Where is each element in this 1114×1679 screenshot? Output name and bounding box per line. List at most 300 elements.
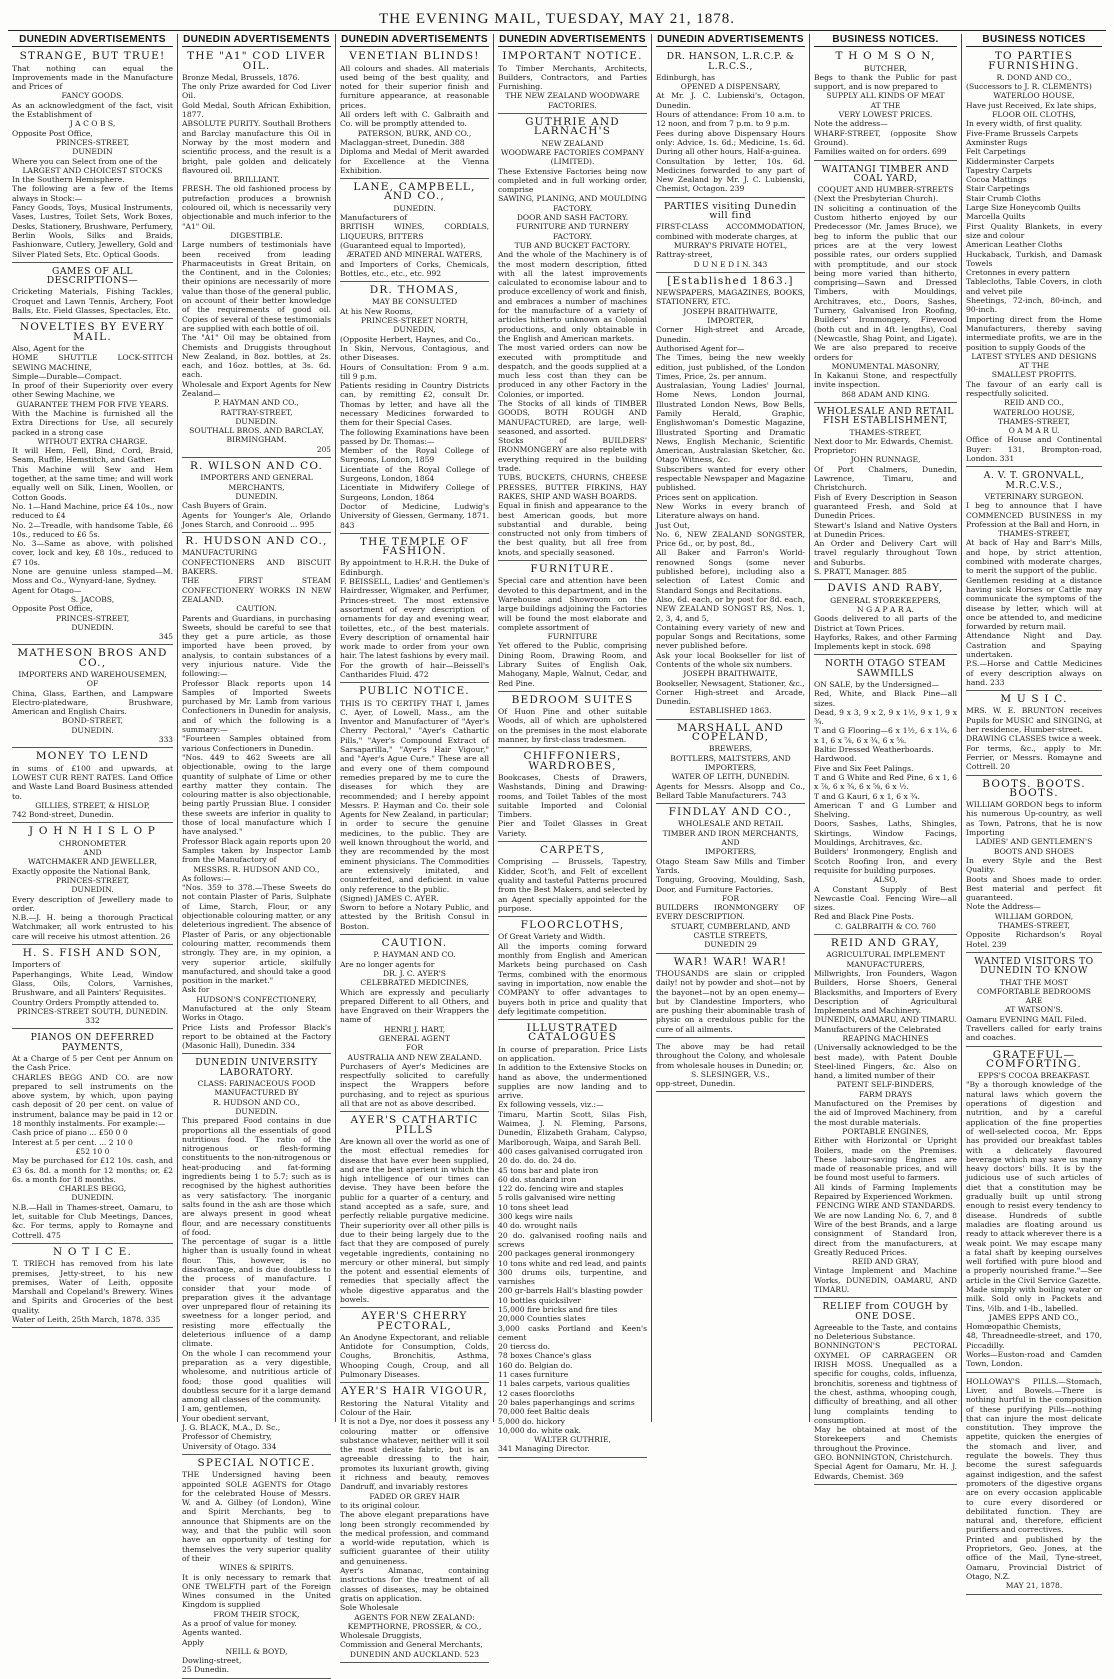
ad-line: FENCING WIRE AND STANDARDS. xyxy=(815,1201,956,1211)
ad-line: R. HUDSON AND CO., xyxy=(212,1097,301,1107)
ad-line: Made simply with boiling water or milk. Sold only in Packets and Tins, ½lb. and 1-lb., labelled. xyxy=(966,1285,1102,1313)
ad-line: HENRI J. HART, xyxy=(383,1024,446,1034)
ad-line: 341 Managing Director. xyxy=(498,1444,590,1454)
ad-line: In every width, of first quality. xyxy=(966,119,1083,129)
ad-line: THAT THE MOST xyxy=(999,977,1069,987)
ad-line: HOLLOWAY'S PILLS.—Stomach, Liver, and Bowels.—There is nothing hurtful in the composition of these purifying Pills—nothing that can injure the most delicate constitution. They improve the appetite, quicken the energies of the stomach and liver, and regulate the bowels. They thus become the surest safeguards against indigestion, and the safest promoters of the digestive organs are on every occasion applicable to cure every disordered or debilitated function. They are natural and, therefore, efficient purifiers and correctives. xyxy=(966,1376,1102,1535)
ad-line: 60 do. standard iron xyxy=(498,1174,577,1184)
ad-line: Commission and General Merchants, xyxy=(340,1640,483,1650)
ad-line: "Fourteen Samples obtained from various Confectioners in Dunedin. xyxy=(182,734,331,753)
advertisement xyxy=(182,460,331,533)
ad-line: and Importers of Corks, Chemicals, Bottles, etc., etc., etc. 992 xyxy=(340,259,489,278)
ad-title: DUNEDIN UNIVERSITY LABORATORY. xyxy=(195,1057,318,1078)
ad-line: FLOOR OIL CLOTHS, xyxy=(992,110,1076,120)
ad-line: FRESH. The old fashioned process by putrefaction produces a brownish coloured oil, which is necessarily very objectionable and much inferior to the "A1" Oil. xyxy=(182,184,331,231)
ad-line: No. 6, NEW ZEALAND SONGSTER, Price 6d., or, by post, 8d., xyxy=(656,529,805,549)
ad-line: DUNEDIN 29 xyxy=(704,940,757,950)
ad-title: SPECIAL NOTICE. xyxy=(197,1456,316,1469)
advertisement xyxy=(340,536,489,683)
ad-line: Tablecloths, Table Covers, in cloth and velvet pile xyxy=(966,277,1102,296)
ad-line: D U N E D I N. 343 xyxy=(693,259,768,269)
ad-line: DUNEDIN xyxy=(72,147,113,157)
ad-line: DUNEDIN. xyxy=(393,203,436,213)
ad-line: THIS IS TO CERTIFY THAT I, James C. Ayer, of Lowell, Mass., am the Inventor and Manufacturer of "Ayer's Cherry Pectoral," "Ayer's Cathartic Pills," "Ayer's Compound Extract of Sarsaparilla," "Ayer's Hair Vigour," and "Ayer's Ague Cure." These are all and every one of them compound remedies prepared by me to cure the diseases for which they are recommended; and I hereby appoint Messrs. P. Hayman and Co. their sole Agents for New Zealand, in particular; in order to secure the genuine medicines, to the public. They are well known throughout the world, and they are recommended by the most eminent physicians. The Commodities are extensively imitated, and counterfeited, and deficient in value only reference to the public. xyxy=(340,698,489,894)
ad-line: WATERLOO HOUSE, xyxy=(993,91,1075,101)
ad-line: An Anodyne Expectorant, and reliable Antidote for Consumption, Colds, Coughs, Bronchitis, Asthma, Whooping Cough, Croup, and all Pulmonary Diseases. xyxy=(340,1332,489,1380)
advertisement xyxy=(12,647,173,748)
ad-line: FOR xyxy=(721,893,740,903)
ad-title: IMPORTANT NOTICE. xyxy=(502,50,643,63)
ad-title: CARPETS, xyxy=(539,844,605,857)
ad-line: IMPORTER, xyxy=(707,316,754,326)
ad-title: ILLUSTRATED CATALOGUES xyxy=(526,1022,619,1044)
ad-line: Huckaback, Turkish, and Damask Towels xyxy=(966,249,1102,268)
ad-line: All kinds of Farming Implements Repaired by Experienced Workmen. xyxy=(814,1182,957,1202)
ad-line: J A C O B S, xyxy=(69,119,116,129)
ad-line: At back of Hay and Barr's Mills, and hope, by strict attention, combined with moderate charges, to merit the support of the public. xyxy=(966,538,1102,576)
ad-line: WILLIAM GORDON, xyxy=(994,911,1074,921)
ad-line: Next door to Mr. Edwards, Chemist. xyxy=(814,436,954,446)
ad-title: CHIFFONIERS, WARDROBES, xyxy=(523,750,622,772)
ad-line: SOUTHALL BROS. AND BARCLAY, BIRMINGHAM. xyxy=(189,426,324,445)
ad-line: No. 2—Treadle, with handsome Table, £6 10s., reduced to £6 5s. xyxy=(12,520,173,539)
ad-title: MONEY TO LEND xyxy=(35,750,150,763)
ad-line: Travellers called for early trains and coaches. xyxy=(966,1023,1102,1043)
ad-line: THAMES-STREET, xyxy=(998,921,1070,931)
ad-line: Simple—Durable—Compact. xyxy=(12,371,122,381)
ad-line: ARE xyxy=(1025,996,1043,1006)
ad-line: DUNEDIN. xyxy=(71,622,114,632)
ad-line: For terms, &c., apply to Mr. Ferrier, or Messrs. Romayne and Cottrell. 20 xyxy=(966,743,1102,772)
ad-line: Red and Black Pine Posts. xyxy=(814,912,914,922)
ad-line: In the Southern Hemisphere. xyxy=(12,175,125,185)
ad-line: Large numbers of testimonials have been received from leading Pharmaceutists in Great Britain, on the Continent, and in the Colonies; their opinions are necessarily of more value than those of the general public, on account of their better knowledge of the requirements of good oil. Copies of several of these testimonials are supplied with each bottle of oil. xyxy=(182,240,331,333)
ad-line: WATERLOO HOUSE, xyxy=(993,407,1075,417)
ad-line: PATENT SELF-BINDERS, xyxy=(836,1080,935,1090)
ad-line: CHARLES BEGG, xyxy=(58,1184,127,1194)
ad-line: ALSO, xyxy=(873,875,898,885)
column-header: BUSINESS NOTICES xyxy=(966,34,1102,47)
ad-line: Gentlemen residing at a distance having sick Horses or Cattle may communicate the symptoms of the disease by letter, which will at once be attended to, and medicine forwarded by return mail. xyxy=(966,575,1102,632)
ad-line: (LIMITED). xyxy=(550,157,595,167)
ad-title: WHOLESALE AND RETAIL FISH ESTABLISHMENT, xyxy=(816,405,955,427)
ad-line: DIGESTIBLE. xyxy=(230,230,283,240)
ad-title: PARTIES visiting Dunedin will find xyxy=(664,200,797,222)
ad-line: DUNEDIN. xyxy=(235,416,278,426)
ad-title: J O H N H I S L O P xyxy=(28,825,157,838)
ad-title: A. V. T. GRONVALL, M.R.C.V.S., xyxy=(983,470,1085,491)
ad-line: DOOR AND SASH FACTORY. xyxy=(516,213,629,223)
advertisement xyxy=(656,722,805,804)
ad-line: JOSEPH BRAITHWAITE, xyxy=(683,669,778,679)
ad-line: LATEST STYLES AND DESIGNS AT THE xyxy=(971,351,1097,371)
ad-line: A Constant Supply of Best Newcastle Coal. Fencing Wire—all sizes. xyxy=(814,884,957,913)
column-header: DUNEDIN ADVERTISEMENTS xyxy=(182,34,331,47)
ad-line: PRINCES-STREET, xyxy=(55,613,130,623)
ad-line: (Next the Presbyterian Church). xyxy=(814,194,939,204)
ad-line: It is not a Dye, nor does it possess any colouring matter or offensive substance whatever, neither will it soil the most delicate fabric, but is an agreeable dressing to the hair, promotes its luxuriant growth, giving it richness and beauty, removes Dandruff, and invariably restores xyxy=(340,1417,489,1492)
ad-title: WAR! WAR! WAR! xyxy=(673,955,788,968)
ad-line: Bookseller, Newsagent, Stationer, &c., xyxy=(656,678,805,688)
ad-line: (Opposite Herbert, Haynes, and Co., xyxy=(340,334,481,344)
ad-line: Sheetings, 72-inch, 80-inch, and 90-inch. xyxy=(966,296,1102,315)
ad-line: Special Agent for Oamaru, Mr. H. J. Edwards, Chemist. 369 xyxy=(814,1462,957,1481)
ad-line: MANUFACTURING CONFECTIONERS AND BISCUIT BAKERS. xyxy=(182,548,331,577)
ad-number: 345 xyxy=(158,632,173,642)
ad-title: BEDROOM SUITES xyxy=(511,693,634,706)
ad-line: Stair Carpetings xyxy=(966,184,1030,194)
ad-line: N G A P A R A. xyxy=(857,604,914,614)
ad-line: Goods delivered to all parts of the District at Town Prices. xyxy=(814,614,957,633)
ad-line: On the whole I can recommend your preparation as a very digestible, wholesome, and nutritious article of food; those good qualities will doubtless secure for it a large demand among all classes of the community. xyxy=(182,1348,331,1405)
ad-line: BRILLIANT. xyxy=(233,175,280,185)
ad-line: Also, Agent for the xyxy=(12,343,85,353)
ad-line: 868 ADAM AND KING. xyxy=(841,389,930,399)
ad-line: The favour of an early call is respectfully solicited. xyxy=(966,379,1102,398)
ad-line: REID AND GRAY, xyxy=(852,1257,919,1267)
ad-title: FLOORCLOTHS, xyxy=(520,919,625,932)
ad-line: AGRICULTURAL IMPLEMENT MANUFACTURERS, xyxy=(826,950,945,969)
ad-line: DUNEDIN. xyxy=(71,1193,114,1203)
ad-line: Millwrights, Iron Founders, Wagon Builders, Horse Shoers, General Blacksmiths, and Importers of Every Description of Agricultural Implements and Machinery. xyxy=(814,968,957,1016)
ad-title: PUBLIC NOTICE. xyxy=(359,685,470,698)
ad-line: Restoring the Natural Vitality and Colour of the Hair. xyxy=(340,1398,489,1417)
advertisement xyxy=(814,405,957,580)
ad-line: 400 cases galvanised corrugated iron xyxy=(498,1146,643,1156)
ad-line: Patients residing in Country Districts can, by remitting £2, consult Dr. Thomas by letter, and have all the necessary Medicines forwarded to them for their Special Cases. xyxy=(340,381,489,428)
ad-line: Vintage Implement and Machine Works, DUNEDIN, OAMARU, AND TIMARU. xyxy=(814,1266,957,1294)
advertisement xyxy=(12,50,173,263)
ad-line: All Baker and Farron's World-renowned Songs (some never published before), including also a selection of Latest Comic and Standard Songs and Recitations. xyxy=(656,548,805,595)
ad-line: Of Huon Pine and other suitable Woods, all of which are upholstered on the premises in the most elaborate manner, by first-class tradesmen. xyxy=(498,707,647,745)
ad-line: Either with Horizontal or Upright Boilers, made on the Premises. These labour-saving Engines are made of reasonable prices, and will be found most useful to farmers. xyxy=(814,1136,957,1183)
ad-line: All colours and shades. All materials used being of the best quality, and noted for their superior finish and furniture appearance, at reasonable prices. xyxy=(340,63,489,110)
ad-line: MAY BE CONSULTED xyxy=(371,297,458,307)
ad-line: MAY 21, 1878. xyxy=(1005,1581,1063,1591)
ad-line: Cricketing Materials, Fishing Tackles, Croquet and Lawn Tennis, Archery, Foot Balls, Etc. Field Glasses, Spectacles, Etc. xyxy=(12,287,173,316)
ad-line: NEWSPAPERS, MAGAZINES, BOOKS, STATIONERY, ETC. xyxy=(656,288,805,307)
ad-line: Exactly opposite the National Bank, xyxy=(12,866,151,876)
ad-line: By appointment to H.R.H. the Duke of Edinburgh. xyxy=(340,558,489,577)
ad-line: GENERAL STOREKEEPERS, xyxy=(830,595,941,605)
ad-line: WALTER GUTHRIE, xyxy=(534,1435,611,1445)
ad-line: FANCY GOODS. xyxy=(61,91,124,101)
ad-line: 10 bottles quicksilver xyxy=(498,1295,582,1305)
ad-line: BOND-STREET, xyxy=(62,716,123,726)
ad-line: JOHN RUNNAGE, xyxy=(850,455,921,465)
ad-line: The above elegant preparations have long been strongly recommended by the medical profession, and command a world-wide reputation, which is sufficient guarantee of their utility and genuineness. xyxy=(340,1510,489,1566)
ad-line: Fancy Goods, Toys, Musical Instruments, Vases, Lustres, Toilet Sets, Work Boxes, Desks, Stationery, Brushware, Perfumery, Berlin Wools, Silks and Braids, Fashionware, Cutlery, Jewellery, Gold and Silver Plated Sets, Etc. Optical Goods. xyxy=(12,203,173,259)
ad-line: FROM THEIR STOCK, xyxy=(213,1609,300,1619)
ad-line: Purchasers of Ayer's Medicines are respectfully solicited to carefully inspect the Wrappers before purchasing, and to reject as spurious all that are not as above described. xyxy=(340,1061,489,1109)
ad-line: WHARF-STREET, (opposite Show Ground). xyxy=(814,128,957,147)
ad-line: PATERSON, BURK, AND CO., xyxy=(357,128,472,138)
ad-line: It is only necessary to remark that ONE TWELFTH part of the Foreign Wines consumed in the United Kingdom is supplied xyxy=(182,1572,331,1610)
ad-line: GILLIES, STREET, & HISLOP, xyxy=(35,800,150,810)
ad-line: DUNEDIN, OAMARU, AND TIMARU. xyxy=(814,1015,957,1025)
ad-title: T H O M S O N, xyxy=(835,50,936,63)
ad-line: Manufactured on the Premises by the aid of Improved Machinery, from the most durable materials. xyxy=(814,1099,957,1127)
ad-title: M U S I C. xyxy=(1000,693,1068,706)
column-header: DUNEDIN ADVERTISEMENTS xyxy=(12,34,173,47)
ad-line: Professor Black reports upon 14 Samples of Imported Sweets purchased by Mr. Lamb from various Confectioners in Dunedin for analysis, and of which the following is a summary:— xyxy=(182,678,331,735)
ad-line: With the Machine is furnished all the Extra Directions for Use, all securely packed in a strong case xyxy=(12,408,173,437)
ad-line: S. SLESINGER, V.S., xyxy=(691,1069,770,1079)
ad-line: May be purchased for £12 10s. cash, and £3 6s. 8d. a month for 12 months; or, £2 6s. a month for 18 months. xyxy=(12,1156,173,1184)
ad-title: DAVIS AND RABY, xyxy=(827,582,944,595)
ad-line: "Nos. 359 to 378.—These Sweets do not contain Plaster of Paris, Sulphate of Lime, Starch, Flour, or any objectionable colouring matter, or any deleterious ingredient. The absence of Plaster of Paris, or any objectionable colouring matter, recommends them strongly. They are, in my opinion, a very superior article, skilfully manufactured, and should take a good position in the market." xyxy=(182,883,331,986)
ad-line: Australasian, Young Ladies' Journal, Home News, London Journal, Illustrated London News, Bow Bells, Family Herald, Graphic, Englishwoman's Domestic Magazine, Illustrated Sporting and Dramatic News, English Mechanic, Scientific American, Australasian Sketcher, &c. Otago Witness, &c. xyxy=(656,381,805,465)
ad-line: REAPING MACHINES xyxy=(842,1033,929,1043)
advertisement xyxy=(340,284,489,534)
ad-line: DUNEDIN. xyxy=(235,1106,278,1116)
ad-line: Marcella Quilts xyxy=(966,212,1026,222)
ad-line: Corner High-street and Arcade, Dunedin. xyxy=(656,325,805,344)
ad-line: Kidderminster Carpets xyxy=(966,156,1055,166)
advertisement xyxy=(340,1310,489,1383)
advertisement xyxy=(498,116,647,561)
ad-line: AT WATSON'S. xyxy=(1005,1005,1063,1015)
ad-title: PIANOS ON DEFERRED PAYMENTS, xyxy=(30,1032,155,1053)
ad-line: None are genuine unless stamped—M. Moss and Co., Wynyard-lane, Sydney. xyxy=(12,567,173,586)
ad-line: GEO. BONNINGTON, Christchurch. xyxy=(814,1453,953,1463)
ad-line: CHARLES BEGG AND CO. are now prepared to sell instruments on the above system, by which, upon paying cash deposit of 20 per cent. on value of instrument, balance may be paid in 12 or 18 monthly instalments. For example:— xyxy=(12,1072,173,1129)
ad-line: In Skin, Nervous, Contagious, and other Diseases. xyxy=(340,343,489,363)
ad-line: Maclaggan-street, Dunedin. 388 xyxy=(340,137,465,147)
ad-line: NEW ZEALAND xyxy=(541,138,604,148)
ad-line: Apply xyxy=(182,1637,204,1647)
ad-line: "By a thorough knowledge of the natural laws which govern the operations of digestion and nutrition, and by a careful application of the fine properties of well-selected cocoa, Mr. Epps has provided our breakfast tables with a delicately flavoured beverage which may save us many heavy doctors' bills. It is by the judicious use of such articles of diet that a constitution may be gradually built up until strong enough to resist every tendency to disease. Hundreds of subtle maladies are floating around us ready to attack wherever there is a weak point. We may escape many a fatal shaft by keeping ourselves well fortified with pure blood and a properly nourished frame."—See article in the Civil Service Gazette. xyxy=(966,1080,1102,1285)
ad-line: Equal in finish and appearance to the best American goods, but more substantial and durable, being constructed not only from timbers of the best quality, but all free from knots, and specially seasoned. xyxy=(498,501,647,557)
ad-line: The "A1" Oil may be obtained from Chemists and Druggists throughout New Zealand, in 8oz. bottles, at 2s. each, and 16oz. bottles, at 3s. 6d. each. xyxy=(182,333,331,380)
ad-line: Member of the Royal College of Surgeons, London, 1859 xyxy=(340,446,489,465)
ad-line: Consultation by letter, 10s. 6d. Medicines forwarded to any part of New Zealand by Mr. J. C. Lubienski, Chemist, Octagon. 239 xyxy=(656,156,805,194)
ad-line: TUB AND BUCKET FACTORY. xyxy=(514,240,631,250)
ad-line: Gold Medal, South African Exhibition, 1877. xyxy=(182,100,331,120)
ad-line: IN soliciting a continuation of the Custom hitherto enjoyed by our Predecessor (Mr. James Bruce), we beg to inform the public that our prices are at the very lowest possible rates, our orders supplied with promptitude, and our stock being more varied than hitherto, comprising—Sawn and Dressed Timbers, with Mouldings, Architraves, etc., Doors, Sashes, Turnery, Galvanised Iron Roofing, Builders' Ironmongery, Firewood (both cut and in 4ft. lengths), Coal (Newcastle, Shag Point, and Ligate). We are also prepared to receive orders for xyxy=(814,203,957,362)
ad-line: 11 cases furniture xyxy=(498,1370,569,1380)
ad-line: Hours of Consultation: From 9 a.m. till 9 p.m. xyxy=(340,362,489,381)
advertisement xyxy=(814,937,957,1298)
columns xyxy=(8,34,1106,1675)
ad-line: P.S.—Horse and Cattle Medicines of every description always on hand. 233 xyxy=(966,659,1102,687)
ad-line: All the imports coming forward monthly from English and American Markets being purchased on Cash Terms, combined with the enormous saving in importation, now enable the COMPANY to offer advantages to buyers both in price and quality that defy legitimate competition. xyxy=(498,941,647,1016)
advertisement xyxy=(966,469,1102,691)
ad-line: ON SALE, by the Undersigned— xyxy=(814,680,940,689)
ad-line: THAMES-STREET, xyxy=(849,427,922,437)
ad-line: At his New Rooms, xyxy=(340,306,413,316)
ad-line: Cash Buyers of Grain. xyxy=(182,501,267,511)
ad-line: 20 do. galvanised roofing nails and screws xyxy=(498,1230,647,1249)
advertisement xyxy=(498,844,647,917)
ad-line: 15,000 fire bricks and fire tiles xyxy=(498,1305,618,1314)
ad-line: Edinburgh, has xyxy=(656,72,715,82)
ad-line: ÆRATED AND MINERAL WATERS, xyxy=(346,250,483,260)
ad-line: 20 bales paperhangings and scrims xyxy=(498,1397,635,1407)
ad-line: May be obtained at most of the Storekeepers and Chemists throughout the Province. xyxy=(814,1425,957,1453)
ad-line: As an acknowledgment of the fact, visit the Establishment of xyxy=(12,100,173,120)
column-header: DUNEDIN ADVERTISEMENTS xyxy=(498,34,647,47)
ad-line: Agents for Messrs. Alsopp and Co., Bellard Table Manufacturers. 743 xyxy=(656,781,805,800)
ad-line: Manufacturers of xyxy=(340,213,408,223)
ad-line: AND xyxy=(721,838,740,848)
ad-line: Licentiate in Midwifery College of Surgeons, London, 1864 xyxy=(340,483,489,502)
ad-line: BRITISH WINES, CORDIALS, LIQUEURS, BITTERS xyxy=(340,222,489,241)
ad-line: DUNEDIN. xyxy=(235,491,278,501)
ad-line: Hayforks, Rakes, and other Farming Implements kept in stock. 698 xyxy=(814,632,957,652)
ad-line: IMPORTERS AND GENERAL MERCHANTS, xyxy=(200,473,313,492)
ad-line: BOTTLERS, MALTSTERS, AND IMPORTERS, xyxy=(670,753,791,772)
ad-line: DUNEDIN AND AUCKLAND. 523 xyxy=(349,1649,480,1659)
ad-line: This prepared Food contains in due proportions all the essentials of good nutritious food. The ratio of the nitrogenous or flesh-forming constituents to the non-nitrogenous or heat-producing and fat-forming ingredients being 1 to 5.7; such as is recognised by the highest authorities as very satisfactory. The inorganic salts found in the ash are those which are always present in good wheat flour, and are necessary constituents of food. xyxy=(182,1116,331,1237)
ad-line: Tonguing, Grooving, Moulding, Sash, Door, and Furniture Factories. xyxy=(656,875,805,894)
ad-line: American Leather Cloths xyxy=(966,240,1063,250)
ad-line: FIRST-CLASS ACCOMMODATION, combined with moderate charges, at xyxy=(656,222,805,241)
ad-title: THE TEMPLE OF FASHION. xyxy=(359,535,470,558)
ad-line: WILLIAM GORDON begs to inform his numerous Up-country, as well as Town, Patrons, that he is now Importing xyxy=(966,800,1102,838)
advertisement xyxy=(656,1040,805,1092)
ad-line: AUSTRALIA AND NEW ZEALAND. xyxy=(347,1052,482,1062)
ad-line: TIMBER AND IRON MERCHANTS, xyxy=(662,828,799,838)
ad-line: Printed and published by the Proprietors, Geo. Jones, at the office of the Mail, Tyne-street, Oamaru, Provincial District of Otago, N.Z. xyxy=(966,1534,1102,1581)
ad-line: CLASS: FARINACEOUS FOOD xyxy=(197,1079,316,1089)
ad-line: AGENTS FOR NEW ZEALAND: xyxy=(354,1612,475,1622)
advertisement xyxy=(340,937,489,1112)
ad-line: In Kakanui Stone, and respectfully invite inspection. xyxy=(814,371,957,390)
ad-line: Dowling-street, xyxy=(182,1656,242,1666)
ad-title: GRATEFUL—COMFORTING. xyxy=(986,1048,1082,1070)
ad-line: THAMES-STREET, xyxy=(998,529,1070,539)
ad-line: O A M A R U. xyxy=(1008,426,1060,436)
column-6 xyxy=(810,34,962,1481)
ad-line: Subscribers wanted for every other respectable Newspaper and Magazine published. xyxy=(656,464,805,493)
advertisement xyxy=(182,1457,331,1679)
ad-line: COMFORTABLE BEDROOMS xyxy=(977,986,1091,996)
column-header: BUSINESS NOTICES. xyxy=(814,34,957,47)
ad-line: MANUFACTURED BY xyxy=(214,1088,299,1098)
ad-line: Your obedient servant, xyxy=(182,1413,270,1423)
ad-line: BONNINGTON'S PECTORAL OXYMEL OF CARRAGEEN OR IRISH MOSS. Unequalled as a specific for coughs, colds, influenza, bronchitis, soreness and tightness of the chest, asthma, whooping cough, difficulty of breathing, and all other lung complaints tending to consumption. xyxy=(814,1341,957,1425)
ad-line: OF xyxy=(86,679,99,689)
ad-line: THOUSANDS are slain or crippled daily! not by powder and shot—not by the bayonet—not by an open enemy—but by Clandestine Importers, who are pushing their abominable trash of physic on a credulous public for the cure of all ailments. xyxy=(656,968,805,1034)
ad-title: WAITANGI TIMBER AND COAL YARD, xyxy=(821,163,950,184)
ad-line: LARGEST AND CHOICEST STOCKS xyxy=(22,165,163,175)
ad-line: N.B.—J. H. being a thorough Practical Watchmaker, all work entrusted to his care will receive his utmost attention. 26 xyxy=(12,913,173,941)
ad-line: Felt Carpetings xyxy=(966,147,1026,157)
advertisement xyxy=(12,321,173,645)
ad-line: Manufacturers of the Celebrated xyxy=(814,1024,941,1034)
ad-line: P. HAYMAN AND CO. xyxy=(373,950,456,960)
ad-title: STRANGE, BUT TRUE! xyxy=(19,50,166,63)
ad-line: In course of preparation. Price Lists on application. xyxy=(498,1044,647,1063)
ad-line: Cretonnes in every pattern xyxy=(966,268,1070,278)
ad-line: The Stocks of all kinds of TIMBER GOODS, BOTH ROUGH AND MANUFACTURED, are large, well-seasoned, and assorted. xyxy=(498,398,647,436)
ad-line: Stair Crumb Cloths xyxy=(966,193,1041,203)
ad-line: The only Prize awarded for Cod Liver Oil. xyxy=(182,82,331,101)
ad-line: GENERAL AGENT xyxy=(378,1033,451,1043)
ad-line: Have just Received, Ex late ships, xyxy=(966,100,1097,110)
ad-line: Manufactured at the only Steam Works in Otago. xyxy=(182,1003,331,1023)
ad-line: N.B.—Hall in Thames-street, Oamaru, to let, suitable for Club Meetings, Dances, &c. For terms, apply to Romayne and Cottrell. 475 xyxy=(12,1202,173,1240)
ad-line: FARM DRAYS xyxy=(858,1089,913,1099)
ad-line: Dead, 9 x 3, 9 x 2, 9 x 1½, 9 x 1, 9 x ¾. xyxy=(814,707,957,727)
ad-line: Doctor of Medicine, Ludwig's University of Giessen, Germany, 1871. 843 xyxy=(340,501,489,530)
ad-title: GUTHRIE AND LARNACH'S xyxy=(525,116,620,138)
ad-line: SAWING, PLANING, AND MOULDING FACTORY. xyxy=(498,194,647,213)
ad-line: T and G Kauri, 6 x 1, 6 x ¾. xyxy=(814,791,920,801)
ad-line: Water of Leith, 25th March, 1878. 335 xyxy=(12,1315,161,1324)
ad-line: No. 1—Hand Machine, price £4 10s., now reduced to £4 xyxy=(12,501,173,521)
ad-line: 5,000 do. hickory xyxy=(498,1416,565,1426)
ad-title: LANE, CAMPBELL, AND CO., xyxy=(353,181,476,203)
ad-line: £52 10 0 xyxy=(75,1146,110,1156)
ad-title: NORTH OTAGO STEAM SAWMILLS xyxy=(825,658,946,679)
advertisement xyxy=(814,50,957,160)
ad-line: Timaru, Martin Scott, Silas Fish, Waimea, J. N. Fleming, Parsons, Dunedin, Elizabeth Graham, Calypso, Marlborough, Waipa, and Sarah Bell. xyxy=(498,1109,647,1147)
ad-line: In addition to the Extensive Stocks on hand as above, the undermentioned supplies are now landing and to arrive. xyxy=(498,1063,647,1101)
ad-line: MRS. W. E. BRUNTON receives Pupils for MUSIC and SINGING, at her residence, Humber-street. xyxy=(966,706,1102,735)
ad-title: VENETIAN BLINDS! xyxy=(349,50,480,63)
advertisement xyxy=(656,200,805,273)
ad-line: 25 Dunedin. xyxy=(182,1665,230,1675)
ad-line: T and G Flooring—6 x 1½, 6 x 1¼, 6 x 1, 6 x ⅞, 6 x ¾, 6 x ⅝. xyxy=(814,726,957,745)
ad-line: Agents wanted. xyxy=(182,1628,242,1638)
advertisement xyxy=(340,50,489,179)
ad-line: 20,000 Counties slates xyxy=(498,1314,586,1324)
ad-line: Office of House and Continental Buyer: 131, Brompton-road, London. 331 xyxy=(966,435,1102,464)
column-2 xyxy=(178,34,336,1675)
ad-line: Works—Euston-road and Camden Town, London. xyxy=(966,1350,1102,1369)
ad-line: OPENED A DISPENSARY, xyxy=(680,82,781,92)
ad-line: Note the address— xyxy=(814,119,888,129)
ad-line: STUART, CUMBERLAND, AND CASTLE STREETS, xyxy=(670,921,791,941)
ad-line: 48, Threadneedle-street, and 170, Piccadilly. xyxy=(966,1331,1102,1350)
ad-line: Agreeable to the Taste, and contains no Deleterious Substance. xyxy=(814,1322,957,1342)
ad-line: At a Charge of 5 per Cent per Annum on the Cash Price. xyxy=(12,1053,173,1073)
ad-line: Pier and Toilet Glasses in Great Variety. xyxy=(498,819,647,838)
ad-title: FURNITURE. xyxy=(530,563,615,576)
ad-line: The above may be had retail throughout the Colony, and wholesale from wholesale houses in Dunedin; or, xyxy=(656,1041,805,1070)
ad-line: JOSEPH BRAITHWAITE, xyxy=(683,306,778,316)
advertisement xyxy=(966,955,1102,1047)
ad-title: DR. HANSON, L.R.C.P. & L.R.C.S., xyxy=(666,51,795,72)
advertisement xyxy=(12,947,173,1029)
advertisement xyxy=(814,1300,957,1485)
ad-line: Homœopathic Chemists, xyxy=(966,1322,1061,1332)
ad-line: 10 tons sheet lead xyxy=(498,1202,569,1212)
ad-title: R. WILSON AND CO. xyxy=(189,460,324,473)
ad-title: REID AND GRAY, xyxy=(830,937,941,950)
ad-line: Wholesale and Export Agents for New Zealand— xyxy=(182,379,331,398)
ad-line: Bronze Medal, Brussels, 1876. xyxy=(182,72,300,82)
ad-title: RELIEF from COUGH by ONE DOSE. xyxy=(822,1301,949,1322)
ad-line: DUNEDIN. xyxy=(71,885,114,895)
ad-line: 5 rolls galvanised wire netting xyxy=(498,1193,616,1203)
ad-line: NEILL & BOYD, xyxy=(225,1646,288,1656)
ad-line: The Times, being the new weekly edition, just published, of the London Times, Price, 2s. per annum. xyxy=(656,353,805,381)
ad-line: "Nos. 449 to 462 Sweets are all objectionable, owing to the large quantity of sulphate of Lime or other earthy matter they contain. The colouring matter is also objectionable, being partly Prussian Blue. I consider these sweets are inferior in quality to those of local manufacture which I have analysed." xyxy=(182,752,331,837)
ad-line: Licentiate of the Royal College of Surgeons, London, 1864 xyxy=(340,464,489,484)
ad-line: Interest at 5 per cent. ... 2 10 0 xyxy=(12,1137,133,1147)
advertisement xyxy=(966,1375,1102,1595)
ad-line: Where you can Select from one of the xyxy=(12,156,158,166)
ad-line: P. HAYMAN AND CO., xyxy=(214,398,299,408)
ad-line: Builders' Ironmongery, English and Scotch Roofing Iron, and every requisite for building purposes. xyxy=(814,847,957,875)
ad-title: CAUTION. xyxy=(381,937,448,950)
ad-line: PRINCES-STREET SOUTH, DUNEDIN. 332 xyxy=(16,1006,169,1026)
advertisement xyxy=(966,778,1102,953)
ad-title: BOOTS. BOOTS. BOOTS. xyxy=(982,777,1086,799)
